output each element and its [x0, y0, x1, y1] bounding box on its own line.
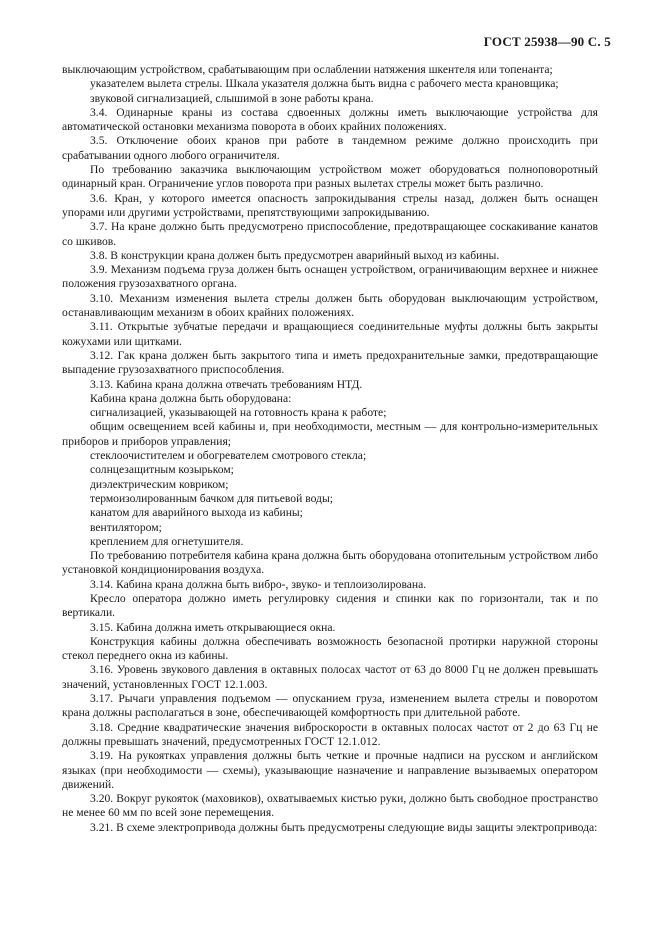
paragraph: 3.11. Открытые зубчатые передачи и вращающиеся соединительные муфты должны быть закрыты кожухами или щитками. — [62, 320, 598, 348]
document-body — [62, 63, 598, 835]
paragraph: термоизолированным бачком для питьевой воды; — [90, 491, 333, 505]
paragraph: вентилятором; — [90, 520, 162, 534]
paragraph: 3.17. Рычаги управления подъемом — опусканием груза, изменением вылета стрелы и поворотом крана должны располагаться в зоне, обеспечивающей комфортность при длительной работе. — [62, 692, 598, 720]
paragraph: указателем вылета стрелы. Шкала указателя должна быть видна с рабочего места крановщика; — [90, 77, 559, 91]
paragraph: Кресло оператора должно иметь регулировку сидения и спинки как по горизонтали, так и по вертикали. — [62, 591, 598, 620]
paragraph: Конструкция кабины должна обеспечивать возможность безопасной протирки наружной стороны стекол переднего окна из кабины. — [62, 634, 598, 663]
paragraph: 3.10. Механизм изменения вылета стрелы должен быть оборудован выключающим устройством, останавливающим механизм в обоих крайних положениях. — [62, 291, 598, 320]
paragraph: 3.8. В конструкции крана должен быть предусмотрен аварийный выход из кабины. — [90, 248, 500, 262]
paragraph: По требованию потребителя кабина крана должна быть оборудована отопительным устройством либо установкой кондиционирования воздуха. — [62, 549, 598, 577]
paragraph: 3.14. Кабина крана должна быть вибро-, звуко- и теплоизолирована. — [90, 577, 427, 591]
paragraph: 3.5. Отключение обоих кранов при работе в тандемном режиме должно происходить при срабатывании одного любого ограничителя. — [62, 134, 598, 162]
paragraph: стеклоочистителем и обогревателем смотрового стекла; — [90, 449, 367, 463]
paragraph: 3.18. Средние квадратические значения виброскорости в октавных полосах частот от 2 до 63 Гц не должны превышать значений, предусмотренных ГОСТ 12.1.012. — [62, 720, 598, 748]
paragraph: солнцезащитным козырьком; — [90, 463, 234, 477]
paragraph: выключающим устройством, срабатывающим при ослаблении натяжения шкентеля или топенанта; — [62, 63, 553, 76]
paragraph: Кабина крана должна быть оборудована: — [90, 391, 292, 405]
paragraph: По требованию заказчика выключающим устройством может оборудоваться полноповоротный одинарный кран. Ограничение углов поворота при разных вылетах стрелы может быть различно. — [62, 163, 598, 191]
paragraph: общим освещением всей кабины и, при необходимости, местным — для контрольно-измерительных приборов и приборов управления; — [62, 420, 598, 448]
paragraph: канатом для аварийного выхода из кабины; — [90, 506, 303, 520]
paragraph: 3.20. Вокруг рукояток (маховиков), охватываемых кистью руки, должно быть свободное пространство не менее 60 мм по всей зоне перемещения. — [62, 792, 598, 820]
paragraph: 3.16. Уровень звукового давления в октавных полосах частот от 63 до 8000 Гц не должен превышать значений, установленных ГОСТ 12.1.003. — [62, 663, 598, 691]
paragraph: 3.7. На кране должно быть предусмотрено приспособление, предотвращающее соскакивание канатов со шкивов. — [62, 220, 598, 248]
paragraph: 3.19. На рукоятках управления должны быть четкие и прочные надписи на русском и английском языках (при необходимости — схемы), указывающие назначение и направление вызываемых оператором движений. — [62, 749, 598, 791]
page-header: ГОСТ 25938—90 С. 5 — [483, 34, 611, 49]
paragraph: креплением для огнетушителя. — [90, 534, 244, 548]
paragraph: сигнализацией, указывающей на готовность крана к работе; — [90, 406, 387, 420]
paragraph: 3.13. Кабина крана должна отвечать требованиям НТД. — [90, 377, 363, 391]
paragraph: 3.9. Механизм подъема груза должен быть оснащен устройством, ограничивающим верхнее и нижнее положения грузозахватного органа. — [62, 263, 598, 291]
paragraph: 3.21. В схеме электропривода должны быть предусмотрены следующие виды защиты электропривода: — [90, 820, 598, 834]
paragraph: диэлектрическим ковриком; — [90, 477, 229, 491]
paragraph: 3.6. Кран, у которого имеется опасность запрокидывания стрелы назад, должен быть оснащен упорами или другими устройствами, препятствующими запрокидыванию. — [62, 191, 598, 219]
paragraph: 3.12. Гак крана должен быть закрытого типа и иметь предохранительные замки, предотвращающие выпадение грузозахватного приспособления. — [62, 348, 598, 377]
paragraph: 3.4. Одинарные краны из состава сдвоенных должны иметь выключающие устройства для автоматической остановки механизма поворота в обоих крайних положениях. — [62, 105, 598, 134]
paragraph: 3.15. Кабина должна иметь открывающиеся окна. — [90, 620, 336, 634]
paragraph: звуковой сигнализацией, слышимой в зоне работы крана. — [90, 91, 374, 105]
